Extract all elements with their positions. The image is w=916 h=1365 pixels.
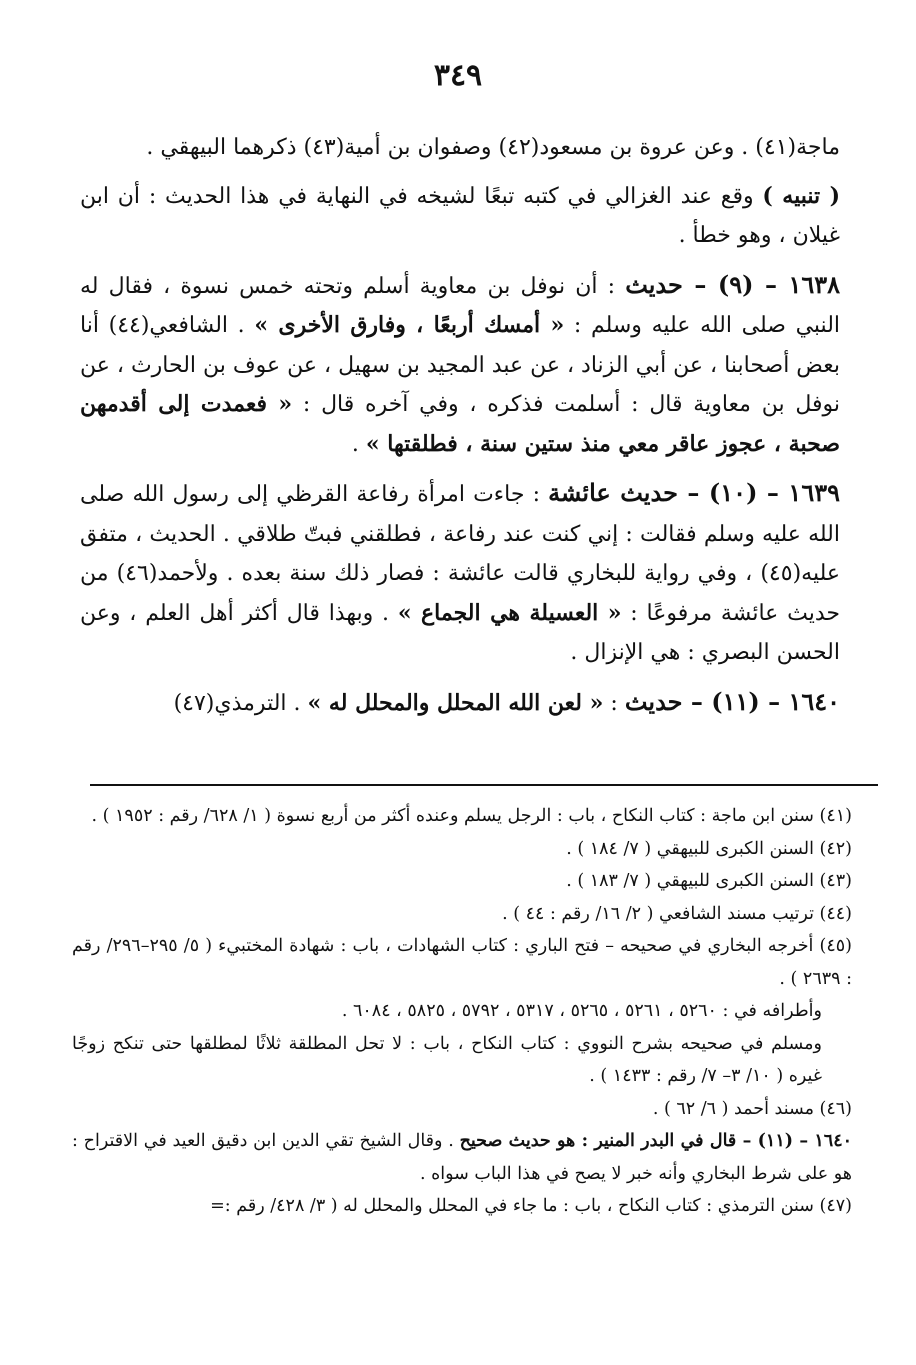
- footnote-43: (٤٣) السنن الكبرى للبيهقي ( ٧/ ١٨٣ ) .: [566, 871, 852, 891]
- hadith-quote: « العسيلة هي الجماع »: [397, 599, 622, 626]
- note-label: ( تنبيه ): [762, 182, 840, 209]
- footnote-47: (٤٧) سنن الترمذي : كتاب النكاح ، باب : ما جاء في المحلل والمحلل له ( ٣/ ٤٢٨/ رقم :=: [210, 1196, 852, 1216]
- footnote-44: (٤٤) ترتيب مسند الشافعي ( ٢/ ١٦/ رقم : ٤٤ ) .: [502, 903, 852, 924]
- footnote-45: (٤٥) أخرجه البخاري في صحيحه – فتح الباري : كتاب الشهادات ، باب : شهادة المختبيء ( ٥/ ٢٩٥–٢٩٦/ رقم : ٢٦٣٩ ) .: [72, 936, 852, 989]
- hadith-quote: « فعمدت إلى أقدمهن صحبة ، عجوز عاقر معي منذ ستين سنة ، فطلقتها »: [80, 391, 840, 457]
- editor-note-head: ١٦٤٠ – (١١) – قال في البدر المنير : هو حديث صحيح: [459, 1131, 852, 1151]
- note-text: وقع عند الغزالي في كتبه تبعًا لشيخه في النهاية في هذا الحديث : أن ابن غيلان ، وهو خطأ .: [80, 183, 840, 248]
- hadith-1638: [80, 265, 840, 465]
- footnote-46: (٤٦) مسند أحمد ( ٦/ ٦٢ ) .: [652, 1098, 852, 1119]
- hadith-number: ١٦٣٩ – (١٠) – حديث عائشة: [548, 478, 840, 507]
- hadith-1639: [80, 473, 840, 673]
- paragraph-note: [80, 177, 840, 256]
- hadith-quote: « لعن الله المحلل والمحلل له »: [307, 689, 604, 716]
- footnote-45-cont: ومسلم في صحيحه بشرح النووي : كتاب النكاح ، باب : لا تحل المطلقة ثلاثًا لمطلقها حتى تنكح زوجًا غيره ( ١٠/ ٣– ٧/ رقم : ١٤٣٣ ) .: [72, 1033, 822, 1086]
- hadith-text: :: [603, 690, 625, 716]
- hadith-number: ١٦٤٠ – (١١) – حديث: [624, 686, 840, 716]
- footnote-42: (٤٢) السنن الكبرى للبيهقي ( ٧/ ١٨٤ ) .: [566, 838, 852, 859]
- footnote-45-cont: وأطرافه في : ٥٢٦٠ ، ٥٢٦١ ، ٥٢٦٥ ، ٥٣١٧ ، ٥٧٩٢ ، ٥٨٢٥ ، ٦٠٨٤ .: [341, 1001, 822, 1021]
- hadith-text: : جاءت امرأة رفاعة القرظي إلى رسول الله صلى الله عليه وسلم فقالت : إني كنت عند رفاعة ، فطلقني فبتّ طلاقي . الحديث ، متفق عليه(٤٥) ، وفي رواية للبخاري قالت عائشة : فصار ذلك سنة بعده . ولأحمد(٤٦) من حديث عائشة مرفوعًا :: [80, 482, 840, 626]
- paragraph-continuation: ماجة(٤١) . وعن عروة بن مسعود(٤٢) وصفوان بن أمية(٤٣) ذكرهما البيهقي .: [146, 135, 840, 160]
- hadith-text: . وبهذا قال أكثر أهل العلم ، وعن الحسن البصري : هي الإنزال .: [80, 600, 840, 665]
- footnote-41: (٤١) سنن ابن ماجة : كتاب النكاح ، باب : الرجل يسلم وعنده أكثر من أربع نسوة ( ١/ ٦٢٨/ رقم : ١٩٥٢ ) .: [91, 806, 852, 826]
- footnote-editor-note: [72, 1125, 852, 1190]
- main-text: [80, 128, 840, 732]
- hadith-number: ١٦٣٨ – (٩) – حديث: [625, 269, 840, 299]
- footnotes: [72, 800, 852, 1223]
- editor-note-text: . وقال الشيخ تقي الدين ابن دقيق العيد في الاقتراح : هو على شرط البخاري وأنه خبر لا يصح في هذا الباب سواه .: [72, 1131, 852, 1184]
- hadith-text: .: [351, 431, 366, 457]
- hadith-quote: « أمسك أربعًا ، وفارق الأخرى »: [254, 312, 565, 338]
- hadith-text: : أن نوفل بن معاوية أسلم وتحته خمس نسوة ، فقال له النبي صلى الله عليه وسلم :: [80, 273, 841, 338]
- page-number: ٣٤٩: [433, 58, 483, 93]
- footnote-divider: [90, 784, 878, 786]
- hadith-text: . الشافعي(٤٤) أنا بعض أصحابنا ، عن أبي الزناد ، عن عبد المجيد بن سهيل ، عن عوف بن الحارث ، عن نوفل بن معاوية قال : أسلمت فذكره ، وفي آخره قال :: [80, 313, 840, 417]
- hadith-text: . الترمذي(٤٧): [173, 690, 308, 716]
- hadith-1640: [80, 682, 840, 724]
